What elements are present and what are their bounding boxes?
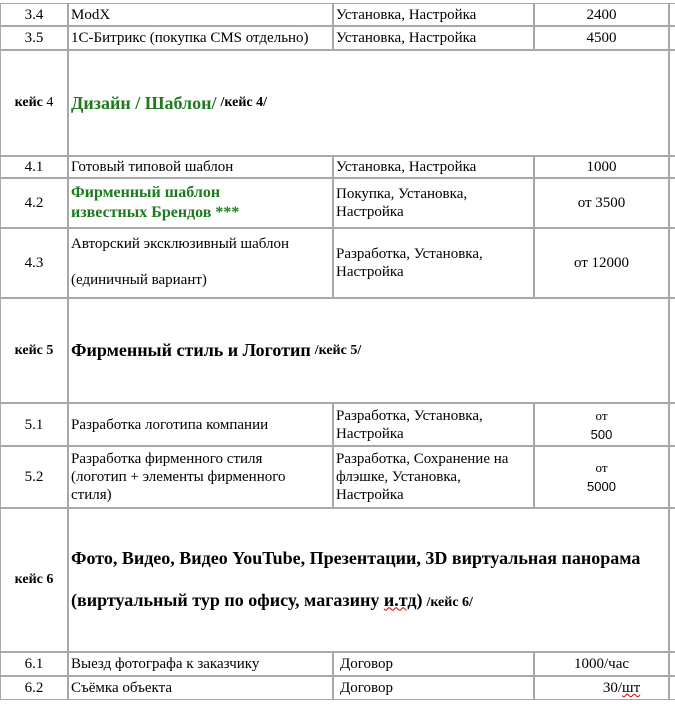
service-name-line: Авторский эксклюзивный шаблон xyxy=(71,236,290,252)
price xyxy=(534,403,669,446)
edge-cell xyxy=(669,156,675,178)
edge-cell xyxy=(669,178,675,228)
price: от 3500 xyxy=(534,178,669,228)
row-number: 6.1 xyxy=(0,652,68,676)
edge-cell xyxy=(669,508,675,652)
table-row xyxy=(0,26,675,50)
case-title: Дизайн / Шаблон/ xyxy=(71,92,217,113)
case-header-row xyxy=(0,50,675,156)
case-header-row xyxy=(0,298,675,403)
service-name: ModX xyxy=(68,3,333,26)
edge-cell xyxy=(669,50,675,156)
price-line: 5000 xyxy=(587,479,616,494)
service-name-line: (единичный вариант) xyxy=(71,272,207,288)
edge-cell xyxy=(669,228,675,298)
work-type-line: Покупка, Установка, xyxy=(336,186,468,202)
case-title-line: (виртуальный тур по офису, магазину xyxy=(71,589,384,610)
work-type-line: Настройка xyxy=(336,425,404,442)
work-type xyxy=(333,178,534,228)
service-name-line: Фирменный шаблон xyxy=(71,184,221,201)
table-row xyxy=(0,178,675,228)
work-type: Установка, Настройка xyxy=(333,156,534,178)
price: 2400 xyxy=(534,3,669,26)
edge-cell xyxy=(669,403,675,446)
row-number: 3.4 xyxy=(0,3,68,26)
case-label: кейс 6 xyxy=(0,508,68,652)
row-number: 4.1 xyxy=(0,156,68,178)
price-value: 30/ xyxy=(602,680,623,696)
price: 1000 xyxy=(534,156,669,178)
price: от 12000 xyxy=(534,228,669,298)
price-unit: шт xyxy=(622,680,641,696)
service-name xyxy=(68,228,333,298)
work-type-line: флэшке, Установка, xyxy=(336,469,461,485)
table-row xyxy=(0,403,675,446)
work-type-line: Настройка xyxy=(336,204,404,220)
price xyxy=(534,446,669,508)
table-row xyxy=(0,228,675,298)
table-row xyxy=(0,3,675,26)
case-title-close: ) xyxy=(416,589,423,610)
case-tag: /кейс 4/ xyxy=(220,95,268,110)
case-tag: /кейс 5/ xyxy=(314,342,362,358)
edge-cell xyxy=(669,446,675,508)
service-name-line: (логотип + элементы фирменного xyxy=(71,469,286,485)
case-label: кейс 5 xyxy=(0,298,68,403)
work-type: Договор xyxy=(333,676,534,700)
work-type-line: Разработка, Сохранение на xyxy=(336,451,509,467)
row-number: 4.3 xyxy=(0,228,68,298)
work-type: Договор xyxy=(333,652,534,676)
edge-cell xyxy=(669,26,675,50)
service-name-line: Разработка фирменного стиля xyxy=(71,451,263,467)
price: 1000/час xyxy=(534,652,669,676)
work-type-line: Разработка, Установка, xyxy=(336,246,483,262)
case-tag: /кейс 6/ xyxy=(426,594,473,610)
case-title-cell xyxy=(68,508,669,652)
case-label xyxy=(0,50,68,156)
price-line: 500 xyxy=(590,426,613,442)
table-row xyxy=(0,156,675,178)
row-number: 5.2 xyxy=(0,446,68,508)
edge-cell xyxy=(669,652,675,676)
work-type xyxy=(333,403,534,446)
edge-cell xyxy=(669,676,675,700)
service-name: Готовый типовой шаблон xyxy=(68,156,333,178)
work-type-line: Настройка xyxy=(336,487,404,503)
work-type-line: Разработка, Установка, xyxy=(336,407,483,424)
service-name: Съёмка объекта xyxy=(68,676,333,700)
table-row xyxy=(0,676,675,700)
service-name xyxy=(68,446,333,508)
service-name-line: известных Брендов *** xyxy=(71,204,240,221)
work-type-line: Настройка xyxy=(336,264,404,280)
price xyxy=(534,676,669,700)
work-type: Установка, Настройка xyxy=(333,3,534,26)
table-row xyxy=(0,446,675,508)
edge-cell xyxy=(669,3,675,26)
service-name: 1С-Битрикс (покупка CMS отдельно) xyxy=(68,26,333,50)
row-number: 6.2 xyxy=(0,676,68,700)
work-type xyxy=(333,228,534,298)
work-type xyxy=(333,446,534,508)
case-header-row xyxy=(0,508,675,652)
case-title-cell xyxy=(68,298,669,403)
row-number: 4.2 xyxy=(0,178,68,228)
table-row xyxy=(0,652,675,676)
price-line: от xyxy=(595,407,608,423)
service-name xyxy=(68,178,333,228)
row-number: 5.1 xyxy=(0,403,68,446)
service-name: Разработка логотипа компании xyxy=(68,403,333,446)
price-line: от xyxy=(595,460,608,475)
case-title-cell xyxy=(68,50,669,156)
case-label-word: кейс xyxy=(14,95,43,110)
price: 4500 xyxy=(534,26,669,50)
case-title: Фирменный стиль и Логотип xyxy=(71,340,311,360)
row-number: 3.5 xyxy=(0,26,68,50)
case-title-line: Фото, Видео, Видео YouTube, Презентации, 3D виртуальная панорама xyxy=(71,547,641,568)
case-title-abbrev: и.тд xyxy=(383,589,417,610)
service-name: Выезд фотографа к заказчику xyxy=(68,652,333,676)
edge-cell xyxy=(669,298,675,403)
case-label-number: 4 xyxy=(46,95,54,110)
work-type: Установка, Настройка xyxy=(333,26,534,50)
service-name-line: стиля) xyxy=(71,487,112,503)
